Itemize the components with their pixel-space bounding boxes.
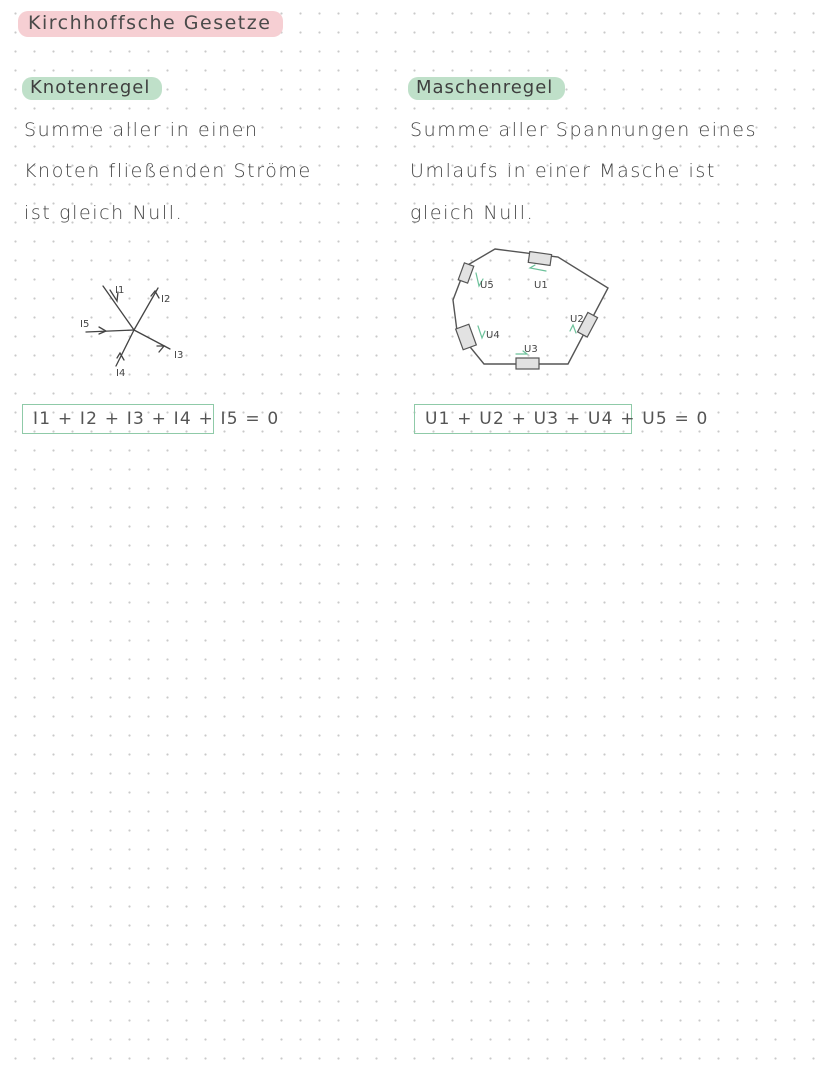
- label-i5: I5: [80, 319, 90, 330]
- knotenregel-text-line-1: Summe aller in einen: [24, 119, 259, 141]
- maschenregel-equation: U1 + U2 + U3 + U4 + U5 = 0: [414, 404, 632, 434]
- voltage-arrow-u4: [478, 326, 485, 338]
- label-i2: I2: [161, 294, 171, 305]
- label-u1: U1: [534, 280, 548, 291]
- maschenregel-text-line-1: Summe aller Spannungen eines: [410, 119, 758, 141]
- label-u4: U4: [486, 330, 500, 341]
- label-u2: U2: [570, 314, 584, 325]
- label-u5: U5: [480, 280, 494, 291]
- knotenregel-equation: I1 + I2 + I3 + I4 + I5 = 0: [22, 404, 214, 434]
- maschenregel-text-line-3: gleich Null.: [410, 202, 535, 224]
- label-i1: I1: [115, 285, 125, 296]
- resistor-u4: [456, 324, 477, 349]
- label-i3: I3: [174, 350, 184, 361]
- page-title: Kirchhoffsche Gesetze: [18, 11, 283, 37]
- label-i4: I4: [116, 368, 126, 379]
- resistor-u1: [528, 252, 551, 266]
- knotenregel-text-line-3: ist gleich Null.: [24, 202, 184, 224]
- resistor-u5: [458, 263, 474, 283]
- label-u3: U3: [524, 344, 538, 355]
- knotenregel-text-line-2: Knoten fließenden Ströme: [24, 160, 312, 182]
- maschenregel-heading: Maschenregel: [408, 77, 565, 100]
- voltage-arrow-u1: [530, 265, 546, 271]
- knotenregel-heading: Knotenregel: [22, 77, 162, 100]
- voltage-arrow-u2: [570, 325, 576, 333]
- resistor-u3: [516, 358, 539, 369]
- maschenregel-text-line-2: Umlaufs in einer Masche ist: [410, 160, 716, 182]
